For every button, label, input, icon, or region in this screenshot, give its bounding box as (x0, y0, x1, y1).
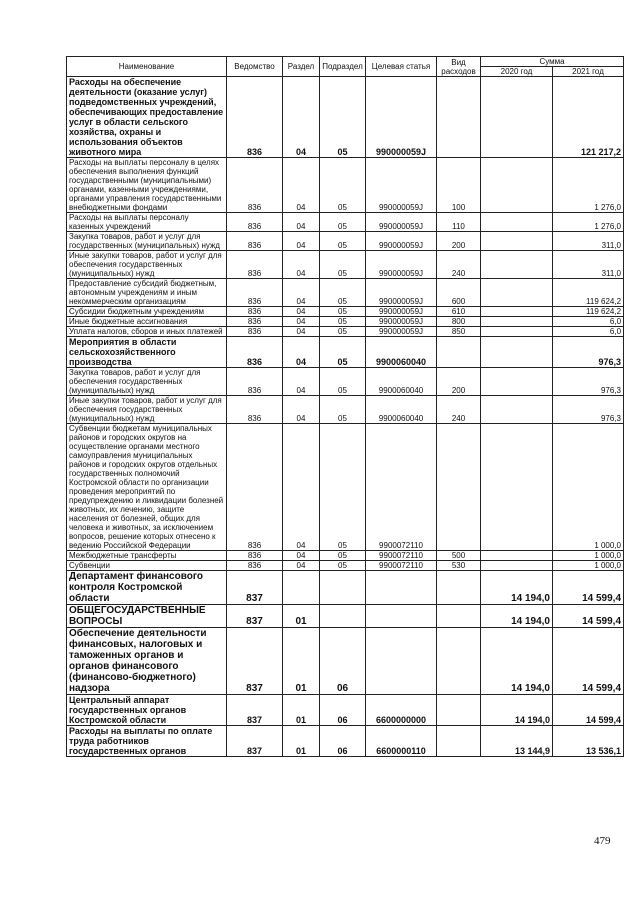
cell-2020: 14 194,0 (481, 605, 553, 628)
table-row (67, 396, 624, 424)
cell-name: Расходы на обеспечение деятельности (оказание услуг) подведомственных учреждений, обеспечивающих предоставление услуг в области сельского хозяйства, охраны и использования объектов животного мира (67, 77, 227, 158)
cell-name: Предоставление субсидий бюджетным, автономным учреждениям и иным некоммерческим организациям (67, 279, 227, 307)
cell-dept: 836 (227, 551, 283, 561)
cell-subsection: 06 (320, 628, 366, 695)
cell-section (283, 571, 320, 605)
cell-2020 (481, 337, 553, 368)
cell-2021: 1 000,0 (553, 561, 624, 571)
cell-name: Центральный аппарат государственных органов Костромской области (67, 695, 227, 726)
cell-2020 (481, 561, 553, 571)
cell-target: 6600000000 (366, 695, 437, 726)
cell-2021: 14 599,4 (553, 571, 624, 605)
cell-name: ОБЩЕГОСУДАРСТВЕННЫЕ ВОПРОСЫ (67, 605, 227, 628)
cell-target: 9900072110 (366, 551, 437, 561)
cell-kind (437, 726, 481, 757)
cell-subsection: 05 (320, 424, 366, 551)
cell-target: 990000059J (366, 251, 437, 279)
cell-name: Расходы на выплаты персоналу казенных учреждений (67, 213, 227, 232)
cell-subsection: 05 (320, 327, 366, 337)
cell-dept: 836 (227, 561, 283, 571)
cell-2021: 14 599,4 (553, 605, 624, 628)
cell-section: 04 (283, 337, 320, 368)
cell-2021: 121 217,2 (553, 77, 624, 158)
cell-target: 9900060040 (366, 368, 437, 396)
cell-2021: 119 624,2 (553, 279, 624, 307)
cell-kind (437, 605, 481, 628)
cell-target (366, 571, 437, 605)
cell-section: 04 (283, 307, 320, 317)
cell-kind (437, 571, 481, 605)
cell-subsection: 05 (320, 232, 366, 251)
cell-dept: 836 (227, 368, 283, 396)
cell-subsection: 05 (320, 77, 366, 158)
cell-2020 (481, 368, 553, 396)
table-row (67, 232, 624, 251)
cell-target: 990000059J (366, 307, 437, 317)
cell-subsection: 05 (320, 317, 366, 327)
cell-section: 04 (283, 158, 320, 213)
cell-section: 04 (283, 213, 320, 232)
cell-2021: 6,0 (553, 327, 624, 337)
cell-kind: 200 (437, 232, 481, 251)
cell-2021: 976,3 (553, 368, 624, 396)
table-row (67, 77, 624, 158)
cell-dept: 836 (227, 307, 283, 317)
cell-target: 990000059J (366, 158, 437, 213)
cell-section: 04 (283, 327, 320, 337)
cell-dept: 836 (227, 327, 283, 337)
cell-2020 (481, 279, 553, 307)
header-target: Целевая статья (366, 57, 437, 77)
cell-2020 (481, 232, 553, 251)
cell-kind: 100 (437, 158, 481, 213)
table-row (67, 337, 624, 368)
cell-name: Иные закупки товаров, работ и услуг для обеспечения государственных (муниципальных) нужд (67, 251, 227, 279)
cell-name: Расходы на выплаты по оплате труда работников государственных органов (67, 726, 227, 757)
cell-2020 (481, 396, 553, 424)
cell-kind: 530 (437, 561, 481, 571)
cell-2021: 6,0 (553, 317, 624, 327)
cell-kind: 600 (437, 279, 481, 307)
cell-dept: 836 (227, 424, 283, 551)
cell-section: 04 (283, 279, 320, 307)
cell-2021: 311,0 (553, 251, 624, 279)
cell-subsection: 05 (320, 337, 366, 368)
cell-subsection: 06 (320, 695, 366, 726)
cell-subsection: 05 (320, 561, 366, 571)
cell-section: 01 (283, 605, 320, 628)
table-row (67, 571, 624, 605)
cell-name: Департамент финансового контроля Костромской области (67, 571, 227, 605)
cell-section: 04 (283, 77, 320, 158)
cell-target (366, 628, 437, 695)
cell-name: Межбюджетные трансферты (67, 551, 227, 561)
cell-kind (437, 628, 481, 695)
cell-kind: 800 (437, 317, 481, 327)
cell-2020 (481, 551, 553, 561)
cell-kind: 240 (437, 396, 481, 424)
header-kind: Вид расходов (437, 57, 481, 77)
header-section: Раздел (283, 57, 320, 77)
cell-section: 01 (283, 695, 320, 726)
cell-2020 (481, 307, 553, 317)
cell-target: 9900072110 (366, 561, 437, 571)
cell-2021: 976,3 (553, 396, 624, 424)
cell-2020: 14 194,0 (481, 695, 553, 726)
table-row (67, 368, 624, 396)
cell-2020 (481, 251, 553, 279)
table-row (67, 307, 624, 317)
cell-kind: 500 (437, 551, 481, 561)
cell-2020 (481, 317, 553, 327)
cell-2020 (481, 213, 553, 232)
table-row (67, 695, 624, 726)
cell-name: Закупка товаров, работ и услуг для государственных (муниципальных) нужд (67, 232, 227, 251)
cell-target: 990000059J (366, 213, 437, 232)
cell-dept: 836 (227, 213, 283, 232)
table-row (67, 424, 624, 551)
cell-name: Обеспечение деятельности финансовых, налоговых и таможенных органов и органов финансового (финансово-бюджетного) надзора (67, 628, 227, 695)
cell-subsection: 05 (320, 251, 366, 279)
cell-target: 990000059J (366, 232, 437, 251)
cell-name: Расходы на выплаты персоналу в целях обеспечения выполнения функций государственными (муниципальными) органами, казенными учреждениями, органами управления государственными внебюджетными фондами (67, 158, 227, 213)
cell-section: 04 (283, 251, 320, 279)
cell-subsection (320, 571, 366, 605)
page-number: 479 (594, 835, 611, 847)
table-row (67, 327, 624, 337)
header-name: Наименование (67, 57, 227, 77)
cell-kind (437, 77, 481, 158)
cell-dept: 836 (227, 251, 283, 279)
table-row (67, 317, 624, 327)
cell-dept: 836 (227, 77, 283, 158)
cell-2020 (481, 158, 553, 213)
cell-target: 6600000110 (366, 726, 437, 757)
cell-2020 (481, 424, 553, 551)
table-body (67, 77, 624, 757)
cell-target: 990000059J (366, 77, 437, 158)
cell-dept: 837 (227, 605, 283, 628)
cell-name: Субвенции бюджетам муниципальных районов и городских округов на осуществление органами местного самоуправления муниципальных районов и городских округов отдельных государственных полномочий Костромской области по организации проведения мероприятий по предупреждению и ликвидации болезней животных, их лечению, защите населения от болезней, общих для человека и животных, за исключением вопросов, решение которых отнесено к ведению Российской Федерации (67, 424, 227, 551)
cell-2021: 13 536,1 (553, 726, 624, 757)
cell-subsection: 05 (320, 279, 366, 307)
cell-name: Уплата налогов, сборов и иных платежей (67, 327, 227, 337)
cell-2020 (481, 77, 553, 158)
cell-section: 04 (283, 368, 320, 396)
cell-section: 04 (283, 317, 320, 327)
cell-target (366, 605, 437, 628)
cell-dept: 836 (227, 279, 283, 307)
cell-target: 9900072110 (366, 424, 437, 551)
cell-target: 990000059J (366, 327, 437, 337)
cell-target: 990000059J (366, 279, 437, 307)
cell-2021: 1 276,0 (553, 158, 624, 213)
cell-subsection: 05 (320, 213, 366, 232)
cell-2021: 976,3 (553, 337, 624, 368)
table-row (67, 158, 624, 213)
cell-dept: 837 (227, 628, 283, 695)
table-row (67, 251, 624, 279)
cell-kind: 850 (437, 327, 481, 337)
cell-target: 9900060040 (366, 396, 437, 424)
cell-dept: 837 (227, 571, 283, 605)
cell-2020: 13 144,9 (481, 726, 553, 757)
cell-subsection: 05 (320, 368, 366, 396)
cell-2020 (481, 327, 553, 337)
cell-name: Иные закупки товаров, работ и услуг для обеспечения государственных (муниципальных) нужд (67, 396, 227, 424)
cell-target: 990000059J (366, 317, 437, 327)
budget-table (66, 56, 624, 757)
cell-name: Субвенции (67, 561, 227, 571)
table-row (67, 561, 624, 571)
table-row (67, 551, 624, 561)
table-row (67, 213, 624, 232)
cell-section: 04 (283, 561, 320, 571)
cell-subsection (320, 605, 366, 628)
cell-subsection: 05 (320, 396, 366, 424)
cell-dept: 836 (227, 317, 283, 327)
cell-2021: 311,0 (553, 232, 624, 251)
cell-subsection: 05 (320, 307, 366, 317)
cell-section: 04 (283, 396, 320, 424)
cell-kind: 610 (437, 307, 481, 317)
cell-2021: 14 599,4 (553, 695, 624, 726)
table-row (67, 726, 624, 757)
cell-section: 04 (283, 551, 320, 561)
cell-dept: 836 (227, 232, 283, 251)
header-sum: Сумма (481, 57, 624, 67)
cell-section: 04 (283, 232, 320, 251)
cell-name: Субсидии бюджетным учреждениям (67, 307, 227, 317)
cell-2020: 14 194,0 (481, 571, 553, 605)
cell-kind: 110 (437, 213, 481, 232)
table-row (67, 279, 624, 307)
cell-kind (437, 424, 481, 551)
cell-kind (437, 695, 481, 726)
header-2020: 2020 год (481, 67, 553, 77)
cell-dept: 837 (227, 695, 283, 726)
table-row (67, 605, 624, 628)
cell-dept: 836 (227, 337, 283, 368)
header-2021: 2021 год (553, 67, 624, 77)
cell-section: 04 (283, 424, 320, 551)
cell-name: Мероприятия в области сельскохозяйственного производства (67, 337, 227, 368)
header-dept: Ведомство (227, 57, 283, 77)
cell-name: Закупка товаров, работ и услуг для обеспечения государственных (муниципальных) нужд (67, 368, 227, 396)
cell-2021: 14 599,4 (553, 628, 624, 695)
cell-section: 01 (283, 628, 320, 695)
cell-2021: 1 000,0 (553, 424, 624, 551)
cell-name: Иные бюджетные ассигнования (67, 317, 227, 327)
cell-subsection: 06 (320, 726, 366, 757)
cell-subsection: 05 (320, 551, 366, 561)
cell-2020: 14 194,0 (481, 628, 553, 695)
cell-2021: 119 624,2 (553, 307, 624, 317)
cell-kind: 200 (437, 368, 481, 396)
cell-dept: 836 (227, 396, 283, 424)
cell-subsection: 05 (320, 158, 366, 213)
cell-target: 9900060040 (366, 337, 437, 368)
cell-kind: 240 (437, 251, 481, 279)
cell-2021: 1 276,0 (553, 213, 624, 232)
cell-dept: 836 (227, 158, 283, 213)
cell-2021: 1 000,0 (553, 551, 624, 561)
cell-dept: 837 (227, 726, 283, 757)
header-subsection: Подраздел (320, 57, 366, 77)
cell-section: 01 (283, 726, 320, 757)
table-row (67, 628, 624, 695)
cell-kind (437, 337, 481, 368)
